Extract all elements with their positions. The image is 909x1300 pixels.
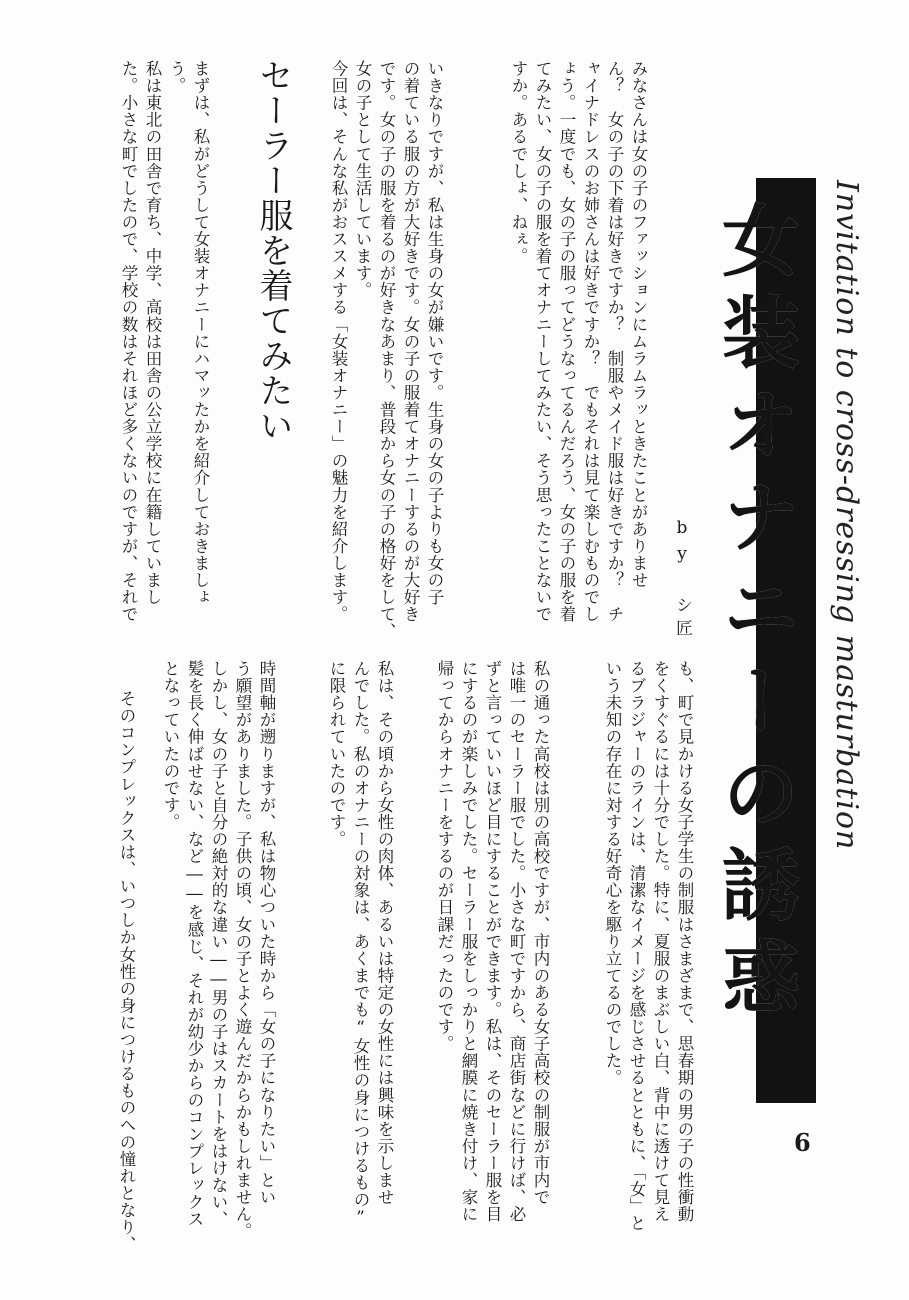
main-title: 女装オナニーの誘惑 — [709, 200, 800, 1028]
lower-paragraph-complex — [114, 690, 138, 1253]
lower-paragraph-childhood — [158, 660, 278, 1240]
upper-paragraph-confession — [326, 60, 446, 640]
text-line: です。女の子の服を着るのが好きなあまり、普段から女の子の格好をして、 — [377, 60, 396, 640]
text-line: ずと言っていいほど目にすることができます。私は、そのセーラー服を目 — [483, 660, 502, 1223]
text-line: いう未知の存在に対する好奇心を駆り立てるのでした。 — [603, 660, 622, 1087]
author-byline: by シ匠 — [672, 518, 692, 642]
text-line: ょう。一度でも、女の子の服ってどうなってるんだろう、女の子の服を着 — [557, 60, 576, 623]
text-line: てみたい、女の子の服を着てオナニーしてみたい、そう思ったことないで — [533, 60, 552, 623]
text-line: う願望がありました。子供の頃、女の子とよく遊んだからかもしれません。 — [233, 660, 252, 1240]
text-line: まずは、私がどうして女装オナニーにハマッたかを紹介しておきましょ — [191, 60, 210, 606]
page-number: 6 — [794, 1128, 811, 1157]
text-line: 私は東北の田舎で育ち、中学、高校は田舎の公立学校に在籍していまし — [143, 60, 162, 606]
text-line: をくすぐるには十分でした。特に、夏服のまぶしい白、背中に透けて見え — [651, 660, 670, 1223]
text-line: 帰ってからオナニーをするのが日課だったのです。 — [435, 660, 454, 1053]
text-line: 髪を長く伸ばせない、など――を感じ、それが幼少からのコンプレックス — [185, 660, 204, 1228]
lower-paragraph-interest — [324, 660, 396, 1228]
text-line: も、町で見かける女子学生の制服はさまざまで、思春期の男の子の性衝動 — [675, 660, 694, 1223]
text-line: にするのが楽しみでした。セーラー服をしっかりと網膜に焼き付け、家に — [459, 660, 478, 1223]
english-subtitle: Invitation to cross-dressing masturbation — [829, 180, 864, 851]
lower-paragraph-sailor — [432, 660, 552, 1223]
text-line: た。小さな町でしたので、学校の数はそれほど多くないのですが、それで — [119, 60, 138, 623]
text-line: 女の子として生活しています。 — [353, 60, 372, 299]
lower-paragraph-uniforms — [600, 660, 696, 1231]
text-line: しかし、女の子と自分の絶対的な違い――男の子はスカートをはけない、 — [209, 660, 228, 1228]
text-line: ん？ 女の子の下着は好きですか？ 制服やメイド服は好きですか？ チ — [605, 60, 624, 623]
text-line: そのコンプレックスは、いつしか女性の身につけるものへの憧れとなり、 — [117, 690, 136, 1253]
text-line: の着ている服の方が大好きです。女の子の服着てオナニーするのが大好き — [401, 60, 420, 623]
text-line: ャイナドレスのお姉さんは好きですか？ でもそれは見て楽しむものでし — [581, 60, 600, 623]
text-line: るブラジャーのラインは、清潔なイメージを感じさせるとともに、「女」と — [627, 660, 646, 1232]
section-heading: セーラー服を着てみたい — [253, 58, 293, 443]
text-line: んでした。私のオナニーの対象は、あくまでも“女性の身につけるもの” — [351, 660, 370, 1228]
text-line: いきなりですが、私は生身の女が嫌いです。生身の女の子よりも女の子 — [425, 60, 444, 606]
text-line: は唯一のセーラー服でした。小さな町ですから、商店街などに行けば、必 — [507, 660, 526, 1223]
text-line: すか。あるでしょ、ねぇ。 — [509, 60, 528, 265]
upper-paragraph-background — [116, 60, 212, 623]
upper-paragraph-intro — [506, 60, 650, 623]
text-line: 今回は、そんな私がおススメする「女装オナニー」の魅力を紹介します。 — [329, 60, 348, 623]
text-line: 私の通った高校は別の高校ですが、市内のある女子高校の制服が市内で — [531, 660, 550, 1206]
text-line: う。 — [167, 60, 186, 95]
text-line: 時間軸が遡りますが、私は物心ついた時から「女の子になりたい」とい — [257, 660, 276, 1206]
text-line: 私は、その頃から女性の肉体、あるいは特定の女性には興味を示しませ — [375, 660, 394, 1206]
text-line: となっていたのです。 — [161, 660, 180, 831]
text-line: に限られていたのです。 — [327, 660, 346, 848]
text-line: みなさんは女の子のファッションにムラムラッときたことがありませ — [629, 60, 648, 589]
